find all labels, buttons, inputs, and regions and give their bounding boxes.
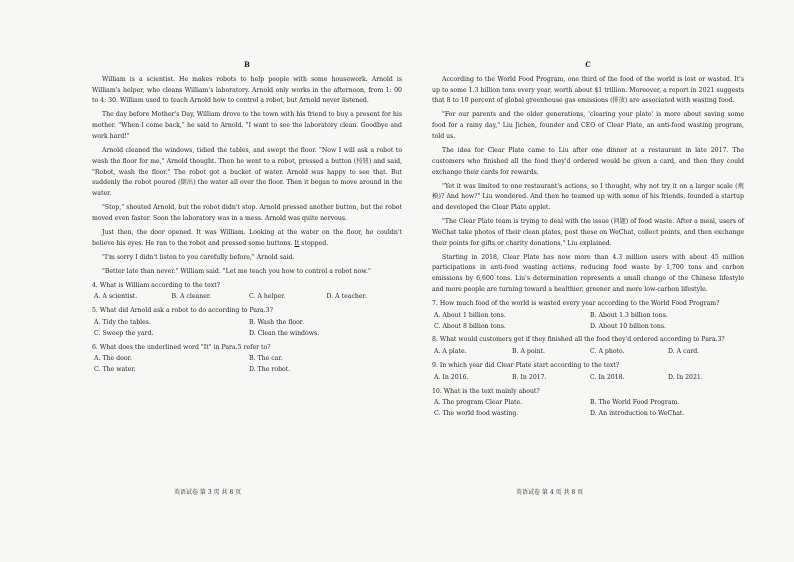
question-7 [432, 299, 744, 332]
option-a[interactable]: A. The program Clear Plate. [434, 399, 523, 407]
option-d[interactable]: D. In 2021. [668, 373, 703, 381]
option-c[interactable]: C. The water. [94, 366, 136, 374]
page-footer: 英语试卷 第 3 页 共 8 页 [174, 489, 242, 496]
option-b[interactable]: B. The World Food Program. [590, 399, 680, 407]
option-c[interactable]: C. About 8 billion tons. [434, 322, 506, 330]
page-left [92, 60, 402, 379]
paragraph: "For our parents and the older generations, 'clearing your plate' is more about saving some food for a rainy day," Liu Jichen, founder and CEO of Clear Plate, an anti-food wasting program, told us. [432, 111, 744, 140]
option-b[interactable]: B. The car. [249, 355, 283, 363]
option-b[interactable]: B. A point. [512, 348, 546, 356]
underlined-word: It [294, 239, 300, 247]
option-c[interactable]: C. The world food wasting. [434, 410, 519, 418]
paragraph: "The Clear Plate team is trying to deal with the issue (问题) of food waste. After a meal, users of WeChat take photos of their clean plates, post these on WeChat, collect points, and then exchange their points for gifts or charity donations," Liu explained. [432, 218, 744, 247]
question-6 [92, 343, 402, 376]
option-a[interactable]: A. The door. [94, 355, 132, 363]
option-d[interactable]: D. A teacher. [326, 293, 367, 301]
option-b[interactable]: B. In 2017. [512, 373, 547, 381]
option-c[interactable]: C. A photo. [590, 348, 625, 356]
paragraph: Starting in 2018, Clear Plate has now more than 4.3 million users with about 45 million participations in anti-food wasting actions, reducing food waste by 1,700 tons and carbon emissions by 6,600 tons. Liu's determination represents a small change of the Chinese lifestyle and more people are turning toward a healthier, greener and more low-carbon lifestyle. [432, 253, 744, 294]
option-c[interactable]: C. Sweep the yard. [94, 329, 154, 337]
question-4 [92, 281, 402, 304]
question-text: 4. What is William according to the text? [92, 281, 221, 289]
paragraph: According to the World Food Program, one third of the food of the world is lost or wasted. It's up to some 1.3 billion tons every year, worth about $1 trillion. Moreover, a report in 2021 suggests that 8 to 10 percent of global greenhouse gas emissions (排放) are associated with wasting food. [432, 75, 744, 105]
option-c[interactable]: C. A helper. [249, 293, 286, 301]
paragraph-text: Just then, the door opened. It was William. Looking at the water on the floor, he couldn't believe his eyes. He ran to the robot and pressed some buttons. [92, 228, 402, 247]
paragraph-text: stopped. [299, 239, 329, 247]
question-text: 10. What is the text mainly about? [432, 387, 540, 395]
option-a[interactable]: A. A plate. [434, 348, 467, 356]
question-text: 8. What would customers get if they finished all the food they'd ordered according to Para.3? [432, 336, 725, 344]
paragraph: The day before Mother's Day, William drove to the town with his friend to buy a present for his mother. "When I come back," he said to Arnold. "I want to see the laboratory clean. Goodbye and work hard!" [92, 111, 402, 140]
question-text: 6. What does the underlined word "It" in Para.5 refer to? [92, 343, 271, 351]
paragraph: "Stop," shouted Arnold, but the robot didn't stop. Arnold pressed another button, but the robot moved even faster. Soon the laboratory was in a mess. Arnold was quite nervous. [92, 204, 402, 222]
question-text: 5. What did Arnold ask a robot to do according to Para.3? [92, 307, 273, 315]
option-d[interactable]: D. About 10 billion tons. [590, 322, 666, 330]
section-title: C [585, 60, 591, 69]
page-footer: 英语试卷 第 4 页 共 8 页 [516, 489, 584, 496]
paragraph: The idea for Clear Plate came to Liu after one dinner at a restaurant in late 2017. The customers who finished all the food they'd ordered would be given a card, and then they could exchange their cards for rewards. [432, 146, 744, 176]
question-text: 7. How much food of the world is wasted every year according to the World Food Program? [432, 300, 720, 308]
paragraph: "Better late than never." William said. "Let me teach you how to control a robot now." [102, 267, 371, 275]
option-a[interactable]: A. A scientist. [94, 293, 138, 301]
option-b[interactable]: B. Wash the floor. [249, 319, 305, 327]
question-9 [432, 361, 744, 384]
option-d[interactable]: D. The robot. [249, 366, 291, 374]
option-d[interactable]: D. An introduction to WeChat. [590, 410, 685, 418]
option-d[interactable]: D. A card. [668, 348, 700, 356]
paragraph: Arnold cleaned the windows, tidied the tables, and swept the floor. "Now I will ask a robot to wash the floor for me," Arnold thought. Then he went to a robot, pressed a button (按钮) and said, "Robot, wash the floor." The robot got a bucket of water. Arnold was happy to see that. But suddenly the robot poured (倒出) the water all over the floor. Then it began to move around in the water. [92, 146, 402, 198]
option-a[interactable]: A. Tidy the tables. [94, 319, 151, 327]
option-b[interactable]: B. About 1.3 billion tons. [590, 311, 668, 319]
question-10 [432, 387, 744, 420]
option-b[interactable]: B. A cleaner. [171, 293, 212, 301]
question-8 [432, 335, 744, 358]
question-text: 9. In which year did Clear Plate start according to the text? [432, 362, 620, 370]
paragraph: William is a scientist. He makes robots to help people with some housework. Arnold is William's helper, who cleans William's laboratory. Arnold only works in the afternoon, from 1: 00 to 4: 30. William used to teach Arnold how to control a robot, but Arnold never listened. [92, 75, 402, 105]
paragraph: "Yet it was limited to one restaurant's actions, so I thought, why not try it on a larger scale (规模)? And how?" Liu wondered. And then he teamed up with some of his friends, founded a startup and developed the Clear Plate applet. [432, 182, 744, 212]
option-d[interactable]: D. Clean the windows. [249, 329, 320, 337]
question-5 [92, 306, 402, 339]
paragraph: "I'm sorry I didn't listen to you carefully before," Arnold said. [102, 253, 295, 261]
paragraph [92, 228, 402, 250]
option-a[interactable]: A. In 2016. [434, 373, 469, 381]
section-title: B [244, 60, 250, 69]
option-a[interactable]: A. About 1 billion tons. [434, 311, 506, 319]
page-right [432, 60, 744, 423]
option-c[interactable]: C. In 2018. [590, 373, 625, 381]
